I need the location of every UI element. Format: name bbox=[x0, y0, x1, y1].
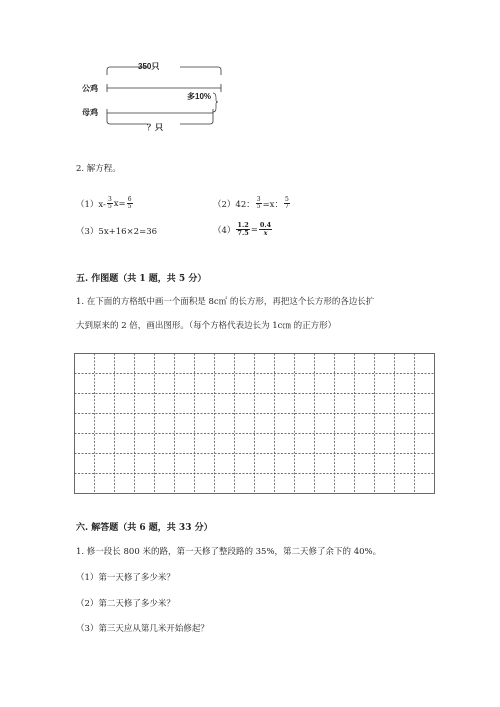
hen-label: 母鸡 bbox=[82, 108, 98, 117]
total-label: 350只 bbox=[138, 62, 160, 71]
eq4-prefix: （4） bbox=[213, 225, 236, 236]
section-6-heading: 六. 解答题（共 6 题，共 33 分） bbox=[76, 523, 213, 533]
eq2-fraction-1 bbox=[256, 197, 262, 210]
equation-2 bbox=[213, 197, 291, 210]
equation-1 bbox=[76, 197, 134, 210]
sub-question-2: （2）第二天修了多少米？ bbox=[76, 599, 175, 609]
eq2-fraction-2 bbox=[284, 197, 290, 210]
eq2-prefix: （2）42： bbox=[213, 199, 255, 210]
eq4-mid: = bbox=[250, 224, 258, 235]
section-5-question-line-1: 1. 在下面的方格纸中画一个面积是 8c㎡ 的长方形，再把这个长方形的各边长扩 bbox=[76, 297, 375, 307]
equation-3 bbox=[76, 225, 157, 237]
eq1-f2-num: 6 bbox=[127, 196, 132, 203]
eq3-text: （3）5x+16×2=36 bbox=[76, 227, 158, 237]
eq4-fraction-2 bbox=[259, 222, 272, 237]
eq4-f1-den: 7.5 bbox=[237, 229, 249, 237]
eq1-f1-den: 5 bbox=[107, 203, 112, 210]
unknown-label: ？只 bbox=[147, 123, 163, 132]
eq2-f1-den: 5 bbox=[256, 203, 261, 210]
eq4-f1-num: 1.2 bbox=[237, 221, 249, 229]
eq1-prefix: （1）x- bbox=[76, 199, 106, 210]
more-label: 多10% bbox=[187, 92, 212, 101]
equation-4 bbox=[213, 222, 273, 237]
grid-paper[interactable] bbox=[74, 353, 435, 494]
section-5-question-line-2: 大到原来的 2 倍，画出图形。（每个方格代表边长为 1c㎝ 的正方形） bbox=[76, 321, 337, 331]
eq4-f2-den: x bbox=[263, 229, 268, 237]
bottom-brace-right bbox=[180, 117, 213, 124]
top-brace-right bbox=[180, 67, 221, 75]
eq2-f2-den: 7 bbox=[284, 203, 289, 210]
sub-question-1: （1）第一天修了多少米？ bbox=[76, 573, 175, 583]
difference-brace bbox=[213, 93, 218, 112]
section-5-heading: 五. 作图题（共 1 题，共 5 分） bbox=[76, 274, 207, 284]
eq1-f2-den: 5 bbox=[127, 203, 132, 210]
eq4-f2-num: 0.4 bbox=[259, 221, 272, 229]
eq2-f2-num: 5 bbox=[284, 196, 289, 203]
eq1-fraction-2 bbox=[127, 197, 133, 210]
question-2-title: 2. 解方程。 bbox=[76, 164, 121, 174]
section-6-question-1: 1. 修一段长 800 米的路，第一天修了整段路的 35%，第二天修了余下的 40%。 bbox=[76, 547, 382, 557]
eq1-fraction-1 bbox=[107, 197, 113, 210]
bottom-brace-left bbox=[107, 117, 148, 124]
eq2-f1-num: 3 bbox=[256, 196, 261, 203]
eq4-fraction-1 bbox=[236, 222, 249, 237]
rooster-label: 公鸡 bbox=[82, 84, 98, 93]
eq2-mid: =x： bbox=[262, 199, 283, 210]
eq1-mid: x= bbox=[113, 198, 126, 209]
sub-question-3: （3）第三天应从第几米开始修起？ bbox=[76, 624, 209, 634]
eq1-f1-num: 3 bbox=[107, 196, 112, 203]
